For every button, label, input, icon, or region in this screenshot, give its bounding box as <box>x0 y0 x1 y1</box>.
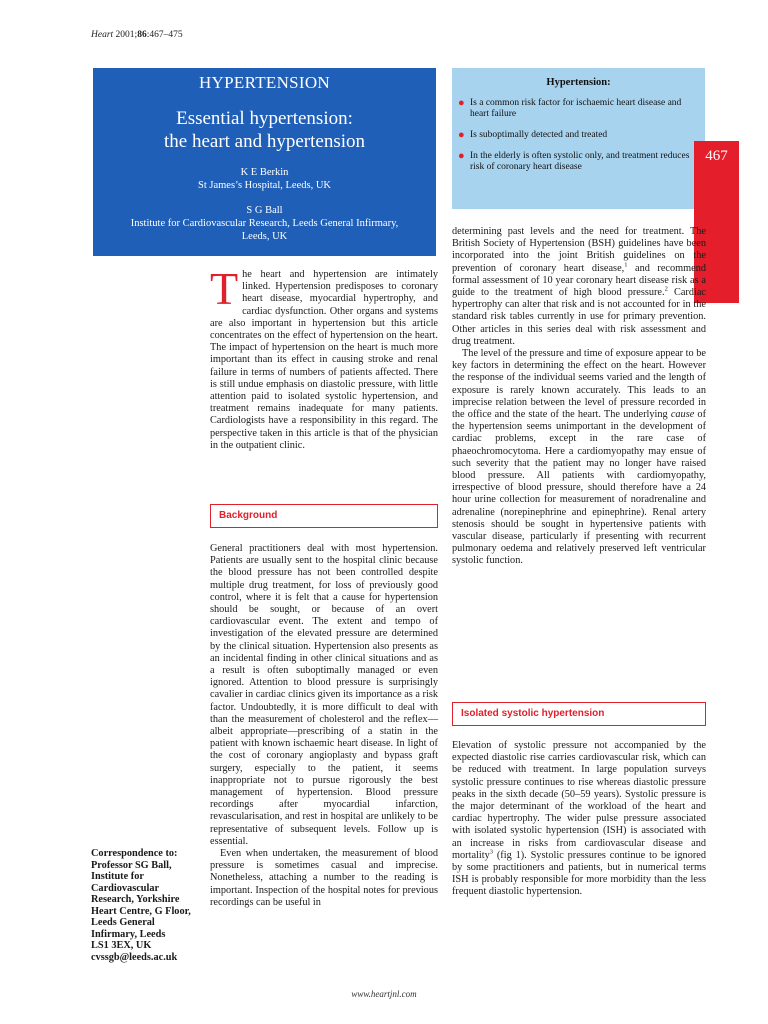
key-point <box>458 98 697 120</box>
running-head <box>91 30 183 40</box>
title-line-1: Essential hypertension: <box>176 108 353 129</box>
bullet-icon: ● <box>458 129 465 141</box>
text-run: The level of the pressure and time of exposure appear to be key factors in determining the effect on the heart. However the response of the individual seems varied and the length of exposure is rarely known accurately. This leads to an imprecise relation between the level of pressure recorded in the office and the state of the heart. The underlying <box>452 348 706 421</box>
background-section <box>210 543 438 909</box>
key-point <box>458 151 697 173</box>
text-run: of the hypertension seems unimportant in the development of cardiac problems, except in the rare case of phaeochromocytoma. Here a cardiomyopathy may ensue of such severity that the patient may no longer have raised blood pressure. All patients with cardiomyopathy, irrespective of blood pressure, should therefore have a 24 hour urine collection for measurement of noradrenaline and adrenaline (norepinephrine and epinephrine). Renal artery stenosis should be sought in hypertensive patients with vascular disease, particularly if presenting with recurrent pulmonary oedema and relatively preserved left ventricular systolic function. <box>452 409 706 567</box>
key-point-text: Is suboptimally detected and treated <box>470 130 608 140</box>
paragraph-guidelines <box>452 226 706 348</box>
background-heading <box>210 504 438 528</box>
correspondence-line: Research, Yorkshire <box>91 894 180 905</box>
author-name-1: K E Berkin <box>240 167 289 178</box>
correspondence-line: Institute for <box>91 871 144 882</box>
author-block-1 <box>93 166 436 192</box>
text-run: and recommend formal assessment of 10 year coronary heart disease risk as a guide to the treatment of high blood pressure. <box>452 262 706 299</box>
key-point <box>458 130 697 141</box>
key-point-text: In the elderly is often systolic only, and treatment reduces risk of coronary heart disease <box>470 151 690 172</box>
intro-text: he heart and hypertension are intimately linked. Hypertension predisposes to coronary heart disease, myocardial hypertrophy, and cardiac dysfunction. Other organs and systems are also important in hypertension but this article concentrates on the effect of hypertension on the heart. The impact of hypertension on the heart is much more important than its effect in causing stroke and renal failure in terms of numbers of patients affected. There is still undue emphasis on diastolic pressure, with little attention paid to isolated systolic hypertension, and treatment remains inadequate for many patients. Cardiologists have a responsibility in this regard. The perspective taken in this article is that of the physician in the outpatient clinic. <box>210 269 438 451</box>
author-block-2 <box>93 204 436 243</box>
correspondence-line: Cardiovascular <box>91 882 160 894</box>
italic-emphasis: cause <box>670 409 695 421</box>
footer-url[interactable]: www.heartjnl.com <box>351 989 417 999</box>
paragraph-systolic <box>452 740 706 899</box>
page-number: 467 <box>705 148 728 164</box>
author-name-2: S G Ball <box>246 205 283 216</box>
intro-paragraph <box>210 263 438 452</box>
text-run: determining past levels and the need for treatment. The British Society of Hypertension (BSH) guidelines have been incorporated into the joint British guidelines on the prevention of coronary heart disease, <box>452 226 706 274</box>
key-points-box <box>452 68 705 209</box>
key-point-text: Is a common risk factor for ischaemic heart disease and heart failure <box>470 98 682 119</box>
background-heading-label: Background <box>219 510 278 521</box>
isolated-systolic-section <box>452 740 706 899</box>
title-line-2: the heart and hypertension <box>163 131 365 152</box>
correspondence-line: Infirmary, Leeds <box>91 928 166 940</box>
article-title <box>93 107 436 153</box>
correspondence-line: Heart Centre, G Floor, <box>91 905 191 917</box>
journal-name: Heart <box>91 30 114 40</box>
isolated-systolic-heading <box>452 702 706 726</box>
journal-pages: :467–475 <box>146 30 183 40</box>
article-title-box <box>93 68 436 256</box>
citation-ref: 2 <box>664 285 668 293</box>
correspondence-block <box>91 848 203 963</box>
correspondence-line: Correspondence to: <box>91 848 178 859</box>
citation-ref: 1 <box>624 261 628 269</box>
bullet-icon: ● <box>458 150 465 162</box>
intro-paragraph-block <box>210 263 438 452</box>
correspondence-line: Leeds General <box>91 917 155 928</box>
correspondence-line: LS1 3EX, UK <box>91 940 152 951</box>
journal-volume: 86 <box>137 30 147 40</box>
text-run: Cardiac hypertrophy can alter that risk and is not accounted for in the standard risk tables currently in use for primary prevention. Other articles in this series deal with risk assessment and drug treatment. <box>452 287 707 347</box>
section-label: HYPERTENSION <box>198 73 331 92</box>
citation-ref: 3 <box>489 848 493 856</box>
paragraph-pressure-level <box>452 348 706 568</box>
journal-year: 2001; <box>115 30 138 40</box>
key-points-heading: Hypertension: <box>546 77 611 88</box>
isolated-systolic-heading-label: Isolated systolic hypertension <box>461 708 605 719</box>
author-affiliation-2-line-1: Institute for Cardiovascular Research, Leeds General Infirmary, <box>130 218 399 229</box>
correspondence-email[interactable]: cvssgb@leeds.ac.uk <box>91 951 178 963</box>
key-points-list <box>452 98 705 173</box>
drop-cap: T <box>210 263 239 314</box>
background-paragraph-1: General practitioners deal with most hypertension. Patients are usually sent to the hospital clinic because the blood pressure has not been controlled despite multiple drug treatment, for loss of previously good control, where it is felt that a cause for hypertension should be sought, or because of an overt cardiovascular event. The extent and tempo of investigation of the elevated pressure are determined by the clinical situation. Hypertension also presents as an incidental finding in other clinical situations and as a result is often suboptimally managed or even ignored. Attention to blood pressure is surprisingly cavalier in cardiac clinics given its importance as a risk factor. Undoubtedly, it is more difficult to deal with than the measurement of cholesterol and the reflex—albeit appropriate—prescribing of a statin in the patient with known ischaemic heart disease. In light of the cost of coronary angioplasty and bypass graft surgery, especially to the patient, it seems inappropriate not to pursue rigorously the best management of hypertension. Blood pressure recordings after myocardial infarction, revascularisation, and rest in hospital are unlikely to be representative of subsequent levels. Follow up is essential. <box>210 543 438 847</box>
author-affiliation-1: St James’s Hospital, Leeds, UK <box>198 180 331 191</box>
text-run: Elevation of systolic pressure not accompanied by the expected diastolic rise carries cardiovascular risk, which can be reduced with treatment. In large population surveys systolic pressure continues to rise whereas diastolic pressure peaks in the sixth decade (50–59 years). Systolic pressure is the major determinant of the workload of the heart and cardiac hypertrophy. The wider pulse pressure associated with isolated systolic hypertension (ISH) is associated with an increase in risks from cardiovascular disease and mortality <box>452 740 706 861</box>
background-paragraph-2: Even when undertaken, the measurement of blood pressure is sometimes casual and imprecise. Nonetheless, attaching a number to the reading is important. Inspection of the hospital notes for previous recordings can be useful in <box>210 848 438 908</box>
author-affiliation-2-line-2: Leeds, UK <box>241 231 288 242</box>
text-run: (fig 1). Systolic pressures continue to be ignored by some practitioners and patients, but in numerical terms ISH is probably responsible for more morbidity than the less frequent diastolic hypertension. <box>452 849 706 898</box>
bullet-icon: ● <box>458 97 465 109</box>
column-2-text <box>452 226 706 568</box>
correspondence-line: Professor SG Ball, <box>91 859 172 871</box>
